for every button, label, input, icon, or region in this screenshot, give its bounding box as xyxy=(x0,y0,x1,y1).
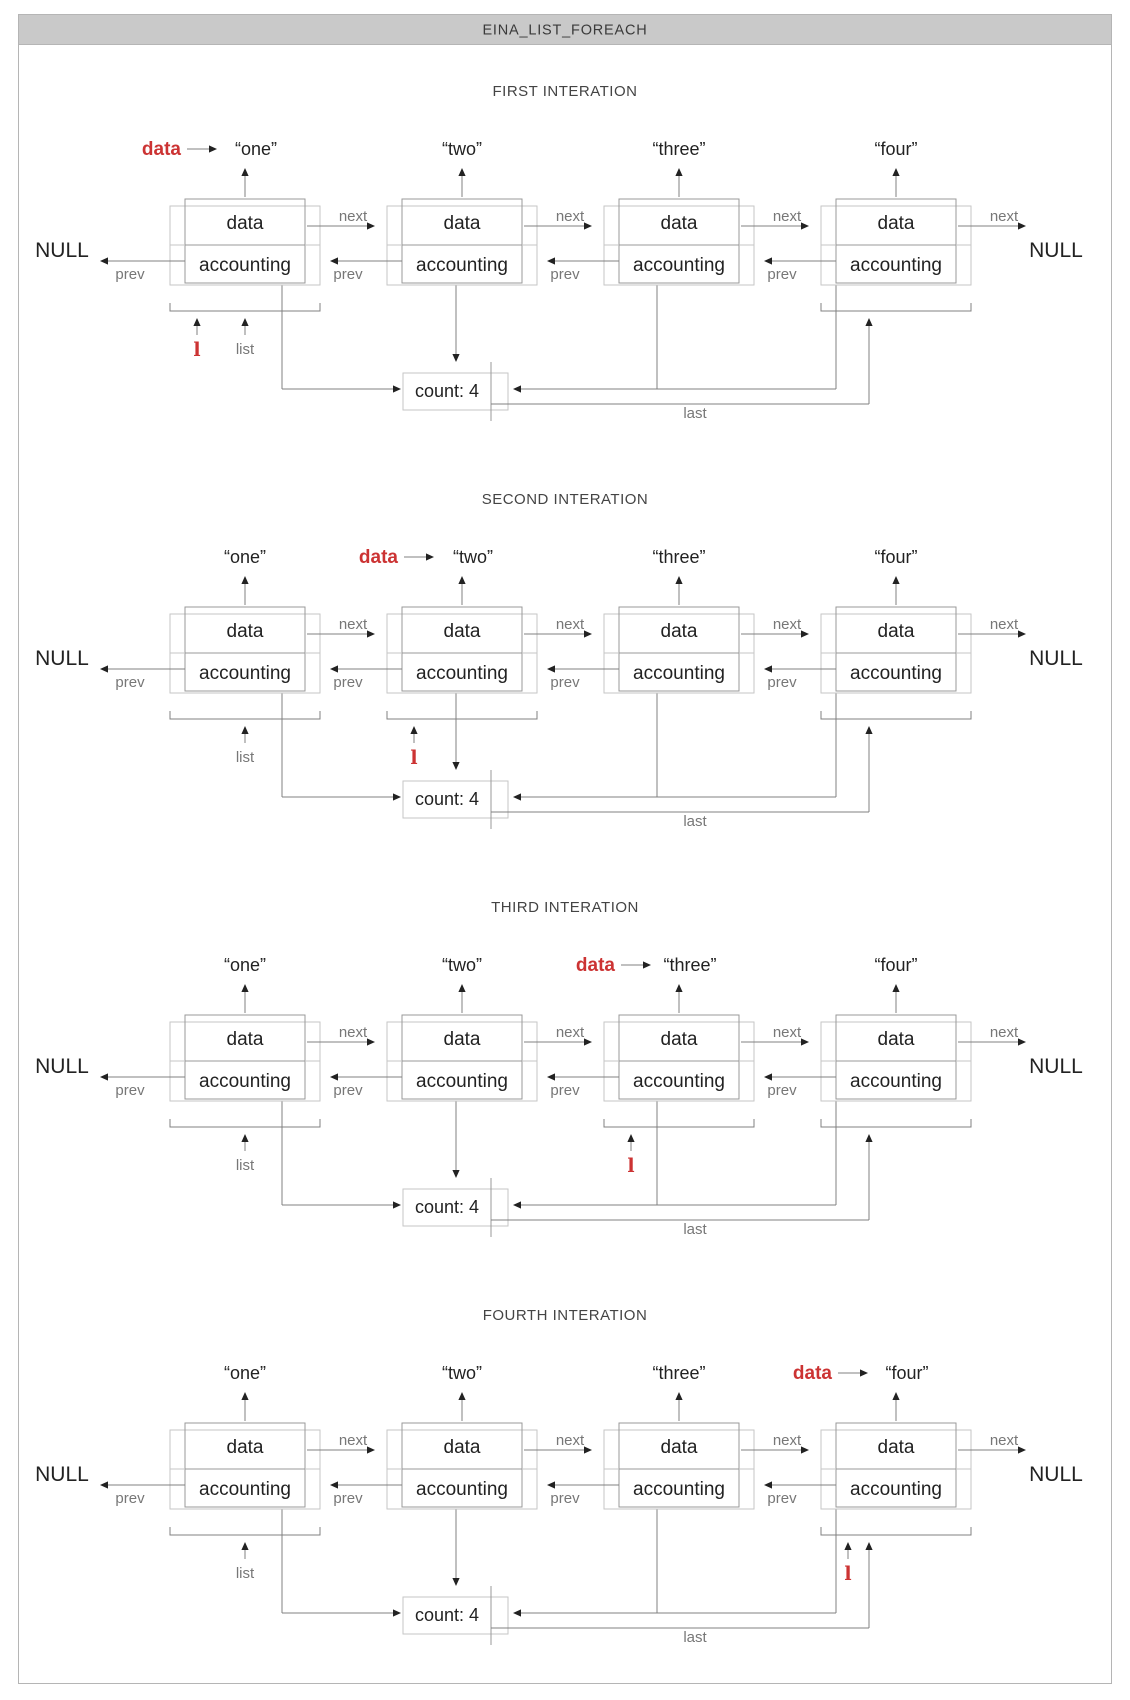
node2-count-arrow-head xyxy=(452,762,459,770)
node2-count-arrow-head xyxy=(452,354,459,362)
last-pointer-arrow-head xyxy=(865,1134,872,1142)
prev-label: prev xyxy=(333,266,363,283)
null-label-left: NULL xyxy=(35,239,89,262)
next-label: next xyxy=(555,1432,585,1449)
last-pointer-label: last xyxy=(683,813,707,830)
next-label: next xyxy=(338,616,368,633)
field-label-accounting: accounting xyxy=(416,1071,508,1092)
prev-label: prev xyxy=(550,266,580,283)
list-bracket-node1 xyxy=(170,1119,320,1127)
field-label-accounting: accounting xyxy=(199,1479,291,1500)
next-label: next xyxy=(989,616,1019,633)
next-label: next xyxy=(772,208,802,225)
value-arrow-head xyxy=(241,576,248,584)
field-label-data: data xyxy=(226,213,264,234)
field-label-data: data xyxy=(660,1029,698,1050)
field-label-accounting: accounting xyxy=(850,1479,942,1500)
prev-arrow-head xyxy=(330,1073,338,1080)
data-pointer-label: data xyxy=(141,139,181,160)
list-node-4 xyxy=(764,139,1026,285)
list-pointer-arrow-head xyxy=(241,726,248,734)
value-arrow-head xyxy=(892,984,899,992)
next-label: next xyxy=(555,208,585,225)
prev-label: prev xyxy=(115,266,145,283)
value-label: “one” xyxy=(234,139,278,159)
value-arrow-head xyxy=(458,576,465,584)
value-arrow-head xyxy=(458,1392,465,1400)
next-arrow-head xyxy=(1018,222,1026,229)
field-label-accounting: accounting xyxy=(416,663,508,684)
field-label-data: data xyxy=(443,1437,481,1458)
null-label-right: NULL xyxy=(1029,239,1083,262)
prev-arrow-head xyxy=(330,257,338,264)
count-label: count: 4 xyxy=(414,1197,480,1217)
list-node-1 xyxy=(100,547,375,693)
iteration-3 xyxy=(35,899,1083,1238)
prev-label: prev xyxy=(115,1082,145,1099)
value-label: “two” xyxy=(442,1363,482,1383)
value-arrow-head xyxy=(241,984,248,992)
value-arrow-head xyxy=(892,576,899,584)
prev-arrow-head xyxy=(764,1481,772,1488)
prev-label: prev xyxy=(115,674,145,691)
field-label-accounting: accounting xyxy=(633,663,725,684)
field-label-data: data xyxy=(877,1029,915,1050)
last-bracket-node4 xyxy=(821,303,971,311)
last-pointer-label: last xyxy=(683,1221,707,1238)
value-label: “one” xyxy=(223,1363,267,1383)
prev-arrow-head xyxy=(100,257,108,264)
next-arrow-head xyxy=(367,222,375,229)
last-bracket-node4 xyxy=(821,1527,971,1535)
next-arrow-head xyxy=(801,222,809,229)
next-arrow-head xyxy=(1018,1038,1026,1045)
field-label-data: data xyxy=(443,621,481,642)
value-label: “three” xyxy=(652,547,706,567)
data-pointer-arrow-head xyxy=(860,1369,868,1376)
iteration-1 xyxy=(35,83,1083,422)
value-label: “three” xyxy=(652,139,706,159)
next-arrow-head xyxy=(1018,630,1026,637)
next-arrow-head xyxy=(1018,1446,1026,1453)
node2-count-arrow-head xyxy=(452,1170,459,1178)
next-label: next xyxy=(772,1024,802,1041)
prev-label: prev xyxy=(115,1490,145,1507)
last-pointer-arrow-head xyxy=(865,1542,872,1550)
list-node-1 xyxy=(100,139,375,285)
last-bracket-node4 xyxy=(821,1119,971,1127)
next-arrow-head xyxy=(584,1038,592,1045)
last-pointer-arrow-head xyxy=(865,318,872,326)
list-bracket-node1 xyxy=(170,303,320,311)
value-label: “one” xyxy=(223,955,267,975)
prev-arrow-head xyxy=(100,1481,108,1488)
node1-count-arrow-head xyxy=(393,385,401,392)
null-label-right: NULL xyxy=(1029,647,1083,670)
node4-count-arrow-head xyxy=(513,1201,521,1208)
field-label-data: data xyxy=(226,1437,264,1458)
list-pointer-label: list xyxy=(235,1565,255,1582)
value-arrow-head xyxy=(675,576,682,584)
field-label-data: data xyxy=(443,213,481,234)
section-title: THIRD INTERATION xyxy=(491,899,639,916)
prev-label: prev xyxy=(333,1082,363,1099)
prev-arrow-head xyxy=(764,257,772,264)
iterator-pointer-label: l xyxy=(410,747,418,769)
prev-arrow-head xyxy=(547,665,555,672)
next-arrow-head xyxy=(367,1038,375,1045)
list-node-4 xyxy=(764,955,1026,1101)
last-pointer-label: last xyxy=(683,1629,707,1646)
field-label-data: data xyxy=(877,621,915,642)
prev-label: prev xyxy=(767,266,797,283)
value-label: “three” xyxy=(663,955,717,975)
data-pointer-label: data xyxy=(575,955,615,976)
next-label: next xyxy=(989,1432,1019,1449)
list-bracket-node1 xyxy=(170,1527,320,1535)
list-node-4 xyxy=(764,547,1026,693)
field-label-data: data xyxy=(226,1029,264,1050)
next-label: next xyxy=(989,208,1019,225)
data-pointer-label: data xyxy=(792,1363,832,1384)
list-pointer-arrow-head xyxy=(241,318,248,326)
count-label: count: 4 xyxy=(414,1605,480,1625)
value-label: “two” xyxy=(442,139,482,159)
list-pointer-label: list xyxy=(235,749,255,766)
list-pointer-arrow-head xyxy=(241,1134,248,1142)
field-label-data: data xyxy=(877,213,915,234)
field-label-accounting: accounting xyxy=(199,255,291,276)
field-label-accounting: accounting xyxy=(416,255,508,276)
field-label-accounting: accounting xyxy=(416,1479,508,1500)
null-label-left: NULL xyxy=(35,1055,89,1078)
prev-arrow-head xyxy=(547,1073,555,1080)
prev-label: prev xyxy=(767,674,797,691)
prev-label: prev xyxy=(333,1490,363,1507)
value-arrow-head xyxy=(241,168,248,176)
field-label-accounting: accounting xyxy=(850,255,942,276)
next-arrow-head xyxy=(584,1446,592,1453)
list-pointer-label: list xyxy=(235,341,255,358)
iterator-bracket-node2 xyxy=(387,711,537,719)
value-label: “one” xyxy=(223,547,267,567)
next-label: next xyxy=(772,1432,802,1449)
prev-label: prev xyxy=(550,1082,580,1099)
last-bracket-node4 xyxy=(821,711,971,719)
list-pointer-label: list xyxy=(235,1157,255,1174)
field-label-data: data xyxy=(660,1437,698,1458)
data-pointer-arrow-head xyxy=(643,961,651,968)
field-label-accounting: accounting xyxy=(850,663,942,684)
next-arrow-head xyxy=(584,630,592,637)
next-arrow-head xyxy=(801,1038,809,1045)
next-arrow-head xyxy=(801,630,809,637)
iteration-4 xyxy=(35,1307,1083,1646)
node4-count-arrow-head xyxy=(513,1609,521,1616)
prev-arrow-head xyxy=(100,1073,108,1080)
iteration-2 xyxy=(35,491,1083,830)
next-label: next xyxy=(338,208,368,225)
data-pointer-arrow-head xyxy=(209,145,217,152)
value-arrow-head xyxy=(675,1392,682,1400)
next-label: next xyxy=(772,616,802,633)
prev-arrow-head xyxy=(547,257,555,264)
next-label: next xyxy=(555,1024,585,1041)
field-label-data: data xyxy=(877,1437,915,1458)
iterator-pointer-arrow-head xyxy=(193,318,200,326)
data-pointer-arrow-head xyxy=(426,553,434,560)
value-label: “four” xyxy=(874,547,918,567)
last-pointer-label: last xyxy=(683,405,707,422)
window-title: EINA_LIST_FOREACH xyxy=(482,22,648,39)
field-label-accounting: accounting xyxy=(633,255,725,276)
next-label: next xyxy=(555,616,585,633)
value-label: “two” xyxy=(453,547,493,567)
field-label-accounting: accounting xyxy=(633,1071,725,1092)
prev-arrow-head xyxy=(764,1073,772,1080)
iterator-pointer-label: l xyxy=(193,339,201,361)
field-label-data: data xyxy=(443,1029,481,1050)
value-label: “two” xyxy=(442,955,482,975)
value-arrow-head xyxy=(892,168,899,176)
next-arrow-head xyxy=(367,630,375,637)
prev-label: prev xyxy=(767,1490,797,1507)
value-label: “four” xyxy=(885,1363,929,1383)
prev-arrow-head xyxy=(330,665,338,672)
prev-label: prev xyxy=(550,1490,580,1507)
iterator-pointer-arrow-head xyxy=(410,726,417,734)
prev-arrow-head xyxy=(100,665,108,672)
list-bracket-node1 xyxy=(170,711,320,719)
field-label-data: data xyxy=(226,621,264,642)
value-arrow-head xyxy=(675,984,682,992)
count-label: count: 4 xyxy=(414,789,480,809)
node1-count-arrow-head xyxy=(393,1201,401,1208)
prev-arrow-head xyxy=(330,1481,338,1488)
prev-label: prev xyxy=(767,1082,797,1099)
node4-count-arrow-head xyxy=(513,385,521,392)
iterator-pointer-label: l xyxy=(627,1155,635,1177)
next-arrow-head xyxy=(367,1446,375,1453)
node1-count-arrow-head xyxy=(393,793,401,800)
list-pointer-arrow-head xyxy=(241,1542,248,1550)
field-label-data: data xyxy=(660,213,698,234)
next-label: next xyxy=(338,1024,368,1041)
section-title: FOURTH INTERATION xyxy=(482,1307,648,1324)
iterator-pointer-arrow-head xyxy=(627,1134,634,1142)
prev-label: prev xyxy=(550,674,580,691)
iterator-bracket-node3 xyxy=(604,1119,754,1127)
node2-count-arrow-head xyxy=(452,1578,459,1586)
iterator-pointer-label: l xyxy=(844,1563,852,1585)
count-label: count: 4 xyxy=(414,381,480,401)
value-label: “three” xyxy=(652,1363,706,1383)
iterator-pointer-arrow-head xyxy=(844,1542,851,1550)
list-node-1 xyxy=(100,955,375,1101)
value-arrow-head xyxy=(675,168,682,176)
value-label: “four” xyxy=(874,955,918,975)
value-label: “four” xyxy=(874,139,918,159)
field-label-accounting: accounting xyxy=(850,1071,942,1092)
field-label-accounting: accounting xyxy=(199,1071,291,1092)
next-label: next xyxy=(989,1024,1019,1041)
data-pointer-label: data xyxy=(358,547,398,568)
null-label-left: NULL xyxy=(35,647,89,670)
next-arrow-head xyxy=(584,222,592,229)
field-label-accounting: accounting xyxy=(199,663,291,684)
field-label-accounting: accounting xyxy=(633,1479,725,1500)
prev-arrow-head xyxy=(764,665,772,672)
null-label-right: NULL xyxy=(1029,1055,1083,1078)
null-label-left: NULL xyxy=(35,1463,89,1486)
section-title: SECOND INTERATION xyxy=(481,491,649,508)
last-pointer-arrow-head xyxy=(865,726,872,734)
section-title: FIRST INTERATION xyxy=(492,83,638,100)
value-arrow-head xyxy=(892,1392,899,1400)
value-arrow-head xyxy=(241,1392,248,1400)
node4-count-arrow-head xyxy=(513,793,521,800)
next-arrow-head xyxy=(801,1446,809,1453)
prev-label: prev xyxy=(333,674,363,691)
node1-count-arrow-head xyxy=(393,1609,401,1616)
prev-arrow-head xyxy=(547,1481,555,1488)
list-node-1 xyxy=(100,1363,375,1509)
list-node-4 xyxy=(764,1363,1026,1509)
field-label-data: data xyxy=(660,621,698,642)
null-label-right: NULL xyxy=(1029,1463,1083,1486)
value-arrow-head xyxy=(458,168,465,176)
next-label: next xyxy=(338,1432,368,1449)
value-arrow-head xyxy=(458,984,465,992)
